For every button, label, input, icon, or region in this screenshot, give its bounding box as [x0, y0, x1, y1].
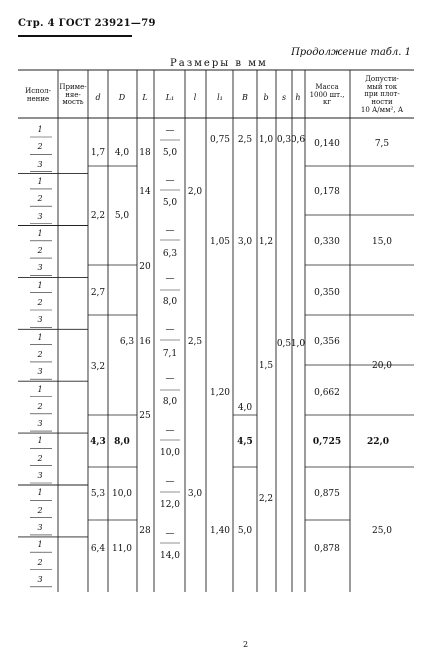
- L1-cell: —: [165, 529, 175, 539]
- current-cell: 7,5: [374, 139, 390, 149]
- D-cell: 4,0: [114, 148, 130, 158]
- b-cell: 1,0: [258, 135, 274, 145]
- L1-cell: 8,0: [162, 297, 178, 307]
- D-cell: 10,0: [111, 489, 133, 499]
- h-cell: 0,6: [290, 135, 306, 145]
- ispolnenie-cell: 1: [37, 228, 43, 238]
- ispolnenie-cell: 1: [37, 384, 43, 394]
- current-cell: 15,0: [371, 237, 393, 247]
- L-cell: 18: [139, 148, 151, 158]
- L1-cell: 14,0: [159, 551, 181, 561]
- ispolnenie-cell: 1: [37, 176, 43, 186]
- ispolnenie-cell: 3: [37, 419, 43, 429]
- ispolnenie-cell: 2: [37, 349, 43, 359]
- L-cell: 25: [139, 411, 151, 421]
- ispolnenie-cell: 1: [37, 436, 43, 446]
- ispolnenie-cell: 3: [37, 263, 43, 273]
- col-header-current: Допусти- мый ток при плот- ности 10 А/мм², А: [360, 75, 404, 114]
- current-cell: 22,0: [367, 437, 389, 447]
- l1-cell: 1,20: [209, 388, 231, 398]
- current-cell: 20,0: [371, 361, 393, 371]
- b-cell: 1,2: [258, 237, 274, 247]
- mass-cell: 0,330: [314, 237, 340, 247]
- L1-cell: —: [165, 274, 175, 284]
- ispolnenie-cell: 2: [37, 142, 43, 152]
- col-header-d: d: [95, 93, 101, 102]
- L1-cell: —: [165, 126, 175, 136]
- ispolnenie-cell: 3: [37, 471, 43, 480]
- ispolnenie-cell: 3: [37, 574, 43, 584]
- l1-cell: 1,05: [209, 237, 231, 247]
- L1-cell: 10,0: [159, 448, 181, 458]
- col-header-D: D: [118, 93, 126, 102]
- ispolnenie-cell: 1: [37, 280, 43, 290]
- D-cell: 8,0: [114, 437, 130, 447]
- mass-cell: 0,725: [312, 437, 342, 447]
- L1-cell: 7,1: [162, 349, 178, 359]
- ispolnenie-cell: 3: [37, 211, 43, 221]
- b-cell: 2,2: [258, 494, 274, 504]
- ispolnenie-cell: 2: [37, 557, 43, 567]
- ispolnenie-cell: 2: [37, 453, 43, 463]
- ispolnenie-cell: 2: [37, 401, 43, 411]
- ispolnenie-cell: 1: [37, 125, 43, 134]
- L1-cell: 8,0: [162, 397, 178, 407]
- L-cell: 14: [139, 187, 151, 197]
- L-cell: 20: [139, 262, 151, 272]
- col-header-L1: L₁: [165, 93, 175, 102]
- ispolnenie-cell: 2: [37, 298, 43, 307]
- mass-cell: 0,878: [314, 544, 340, 554]
- ispolnenie-cell: 2: [37, 194, 43, 204]
- D-cell: 6,3: [119, 337, 135, 347]
- col-header-h: h: [295, 93, 301, 102]
- col-header-l1: l₁: [217, 93, 223, 102]
- ispolnenie-cell: 3: [37, 159, 43, 169]
- d-cell: 1,7: [90, 148, 106, 158]
- L1-cell: —: [165, 226, 175, 236]
- col-header-b: b: [263, 93, 269, 102]
- ispolnenie-cell: 1: [37, 332, 43, 342]
- B-cell: 5,0: [237, 526, 253, 536]
- D-cell: 11,0: [111, 544, 133, 554]
- d-cell: 5,3: [90, 489, 106, 499]
- L1-cell: —: [165, 176, 175, 186]
- page-header: Стр. 4 ГОСТ 23921—79: [18, 18, 156, 29]
- b-cell: 1,5: [258, 361, 274, 371]
- L-cell: 16: [139, 337, 151, 347]
- l1-cell: 0,75: [209, 135, 231, 145]
- L1-cell: —: [165, 477, 175, 487]
- B-cell: 4,5: [237, 437, 253, 447]
- l1-cell: 1,40: [209, 526, 231, 536]
- B-cell: 4,0: [237, 403, 253, 413]
- mass-cell: 0,662: [314, 388, 340, 398]
- d-cell: 2,2: [90, 211, 106, 221]
- ispolnenie-cell: 3: [37, 367, 43, 377]
- mass-cell: 0,178: [314, 187, 340, 197]
- L1-cell: 6,3: [162, 249, 178, 259]
- L1-cell: —: [165, 374, 175, 384]
- mass-cell: 0,350: [314, 288, 340, 298]
- L1-cell: 5,0: [162, 198, 178, 208]
- s-cell: 0,3: [276, 135, 292, 145]
- d-cell: 4,3: [90, 437, 106, 447]
- ispolnenie-cell: 2: [37, 246, 43, 256]
- dimensions-label: Размеры в мм: [170, 58, 268, 69]
- h-cell: 1,0: [290, 339, 306, 349]
- mass-cell: 0,140: [314, 139, 340, 149]
- page-number: 2: [243, 640, 249, 649]
- current-cell: 25,0: [371, 526, 393, 536]
- table-continuation-note: Продолжение табл. 1: [291, 47, 411, 58]
- D-cell: 5,0: [114, 211, 130, 221]
- col-header-B: B: [242, 93, 248, 102]
- s-cell: 0,5: [276, 339, 292, 349]
- d-cell: 6,4: [90, 544, 106, 554]
- L1-cell: —: [165, 325, 175, 335]
- col-header-mass: Масса 1000 шт., кг: [309, 83, 345, 107]
- col-header-L: L: [142, 93, 148, 102]
- ispolnenie-cell: 1: [37, 540, 43, 550]
- col-header-primenyaemost: Приме- няе- мость: [59, 83, 87, 107]
- ispolnenie-cell: 3: [37, 315, 43, 325]
- L1-cell: —: [165, 426, 175, 436]
- L-cell: 28: [139, 526, 151, 536]
- ispolnenie-cell: 1: [37, 488, 43, 498]
- ispolnenie-cell: 2: [37, 505, 43, 515]
- mass-cell: 0,875: [314, 489, 340, 499]
- ispolnenie-cell: 3: [37, 522, 43, 532]
- L1-cell: 12,0: [159, 500, 181, 510]
- l-cell: 3,0: [187, 489, 203, 499]
- col-header-ispolnenie: Испол- нение: [25, 87, 51, 103]
- mass-cell: 0,356: [314, 337, 340, 347]
- L1-cell: 5,0: [162, 148, 178, 158]
- col-header-l: l: [193, 93, 197, 102]
- d-cell: 2,7: [90, 288, 106, 298]
- d-cell: 3,2: [90, 362, 106, 372]
- col-header-s: s: [281, 93, 287, 102]
- l-cell: 2,0: [187, 187, 203, 197]
- l-cell: 2,5: [187, 337, 203, 347]
- B-cell: 2,5: [237, 135, 253, 145]
- B-cell: 3,0: [237, 237, 253, 247]
